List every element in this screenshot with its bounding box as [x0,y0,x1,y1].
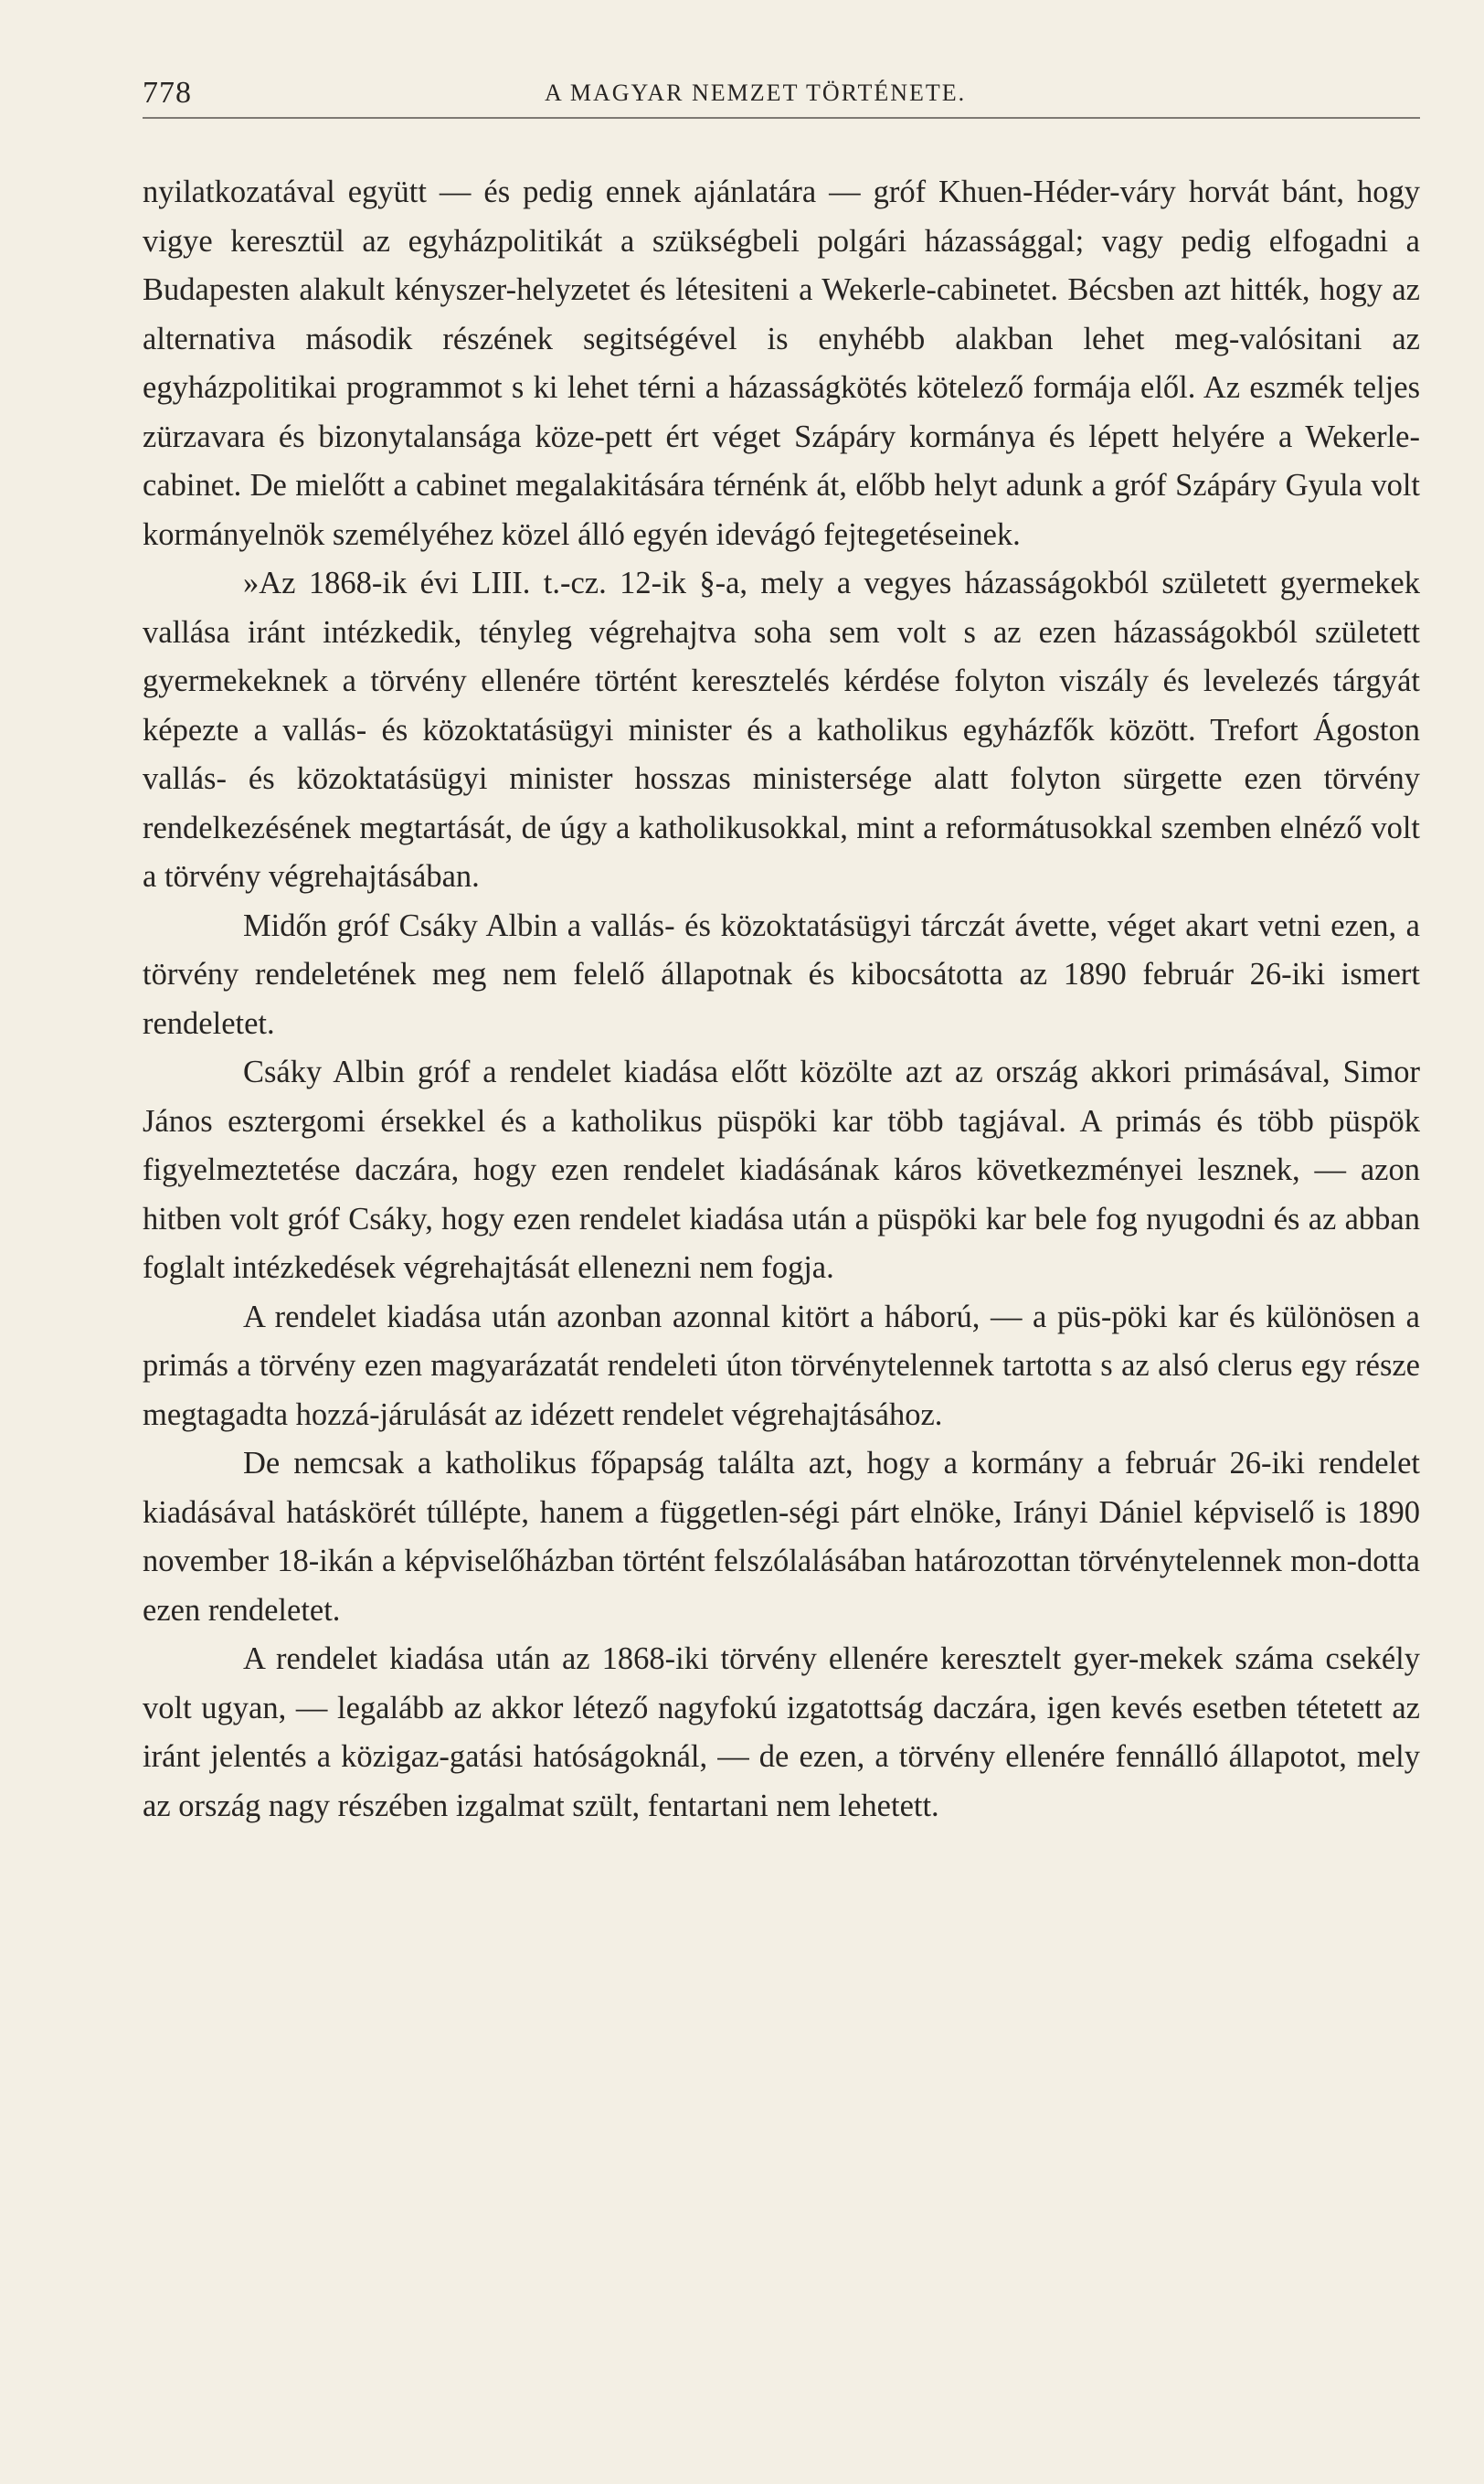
paragraph-6: De nemcsak a katholikus főpapság találta azt, hogy a kormány a február 26-iki rendelet kiadásával hatáskörét túllépte, hanem a független-ségi párt elnöke, Irányi Dániel képviselő is 1890 november 18-ikán a képviselőházban történt felszólalásában határozottan törvénytelennek mon-dotta ezen rendeletet. [143,1446,1420,1628]
paragraph-3: Midőn gróf Csáky Albin a vallás- és közoktatásügyi tárczát ávette, véget akart vetni ezen, a törvény rendeletének meg nem felelő állapotnak és kibocsátotta az 1890 február 26-iki ismert rendeletet. [143,908,1420,1041]
paragraph-7: A rendelet kiadása után az 1868-iki törvény ellenére keresztelt gyer-mekek száma csekély volt ugyan, — legalább az akkor létező nagyfokú izgatottság daczára, igen kevés esetben tétetett az iránt jelentés a közigaz-gatási hatóságoknál, — de ezen, a törvény ellenére fennálló állapotot, mely az ország nagy részében izgalmat szült, fentartani nem lehetett. [143,1641,1420,1823]
header-rule [143,117,1420,119]
running-title: A MAGYAR NEMZET TÖRTÉNETE. [545,80,967,106]
paragraph-5: A rendelet kiadása után azonban azonnal kitört a háború, — a püs-pöki kar és különösen a primás a törvény ezen magyarázatát rendeleti úton törvénytelennek tartotta s az alsó clerus egy része megtagadta hozzá-járulását az idézett rendelet végrehajtásához. [143,1299,1420,1432]
paragraph-2: »Az 1868-ik évi LIII. t.-cz. 12-ik §-a, mely a vegyes házasságokból született gyermekek vallása iránt intézkedik, tényleg végrehajtva soha sem volt s az ezen házasságokból született gyermekeknek a törvény ellenére történt keresztelés kérdése folyton viszály és levelezés tárgyát képezte a vallás- és közoktatásügyi minister és a katholikus egyházfők között. Trefort Ágoston vallás- és közoktatásügyi minister hosszas ministersége alatt folyton sürgette ezen törvény rendelkezésének megtartását, de úgy a katholikusokkal, mint a reformátusokkal szemben elnéző volt a törvény végrehajtásában. [143,566,1420,894]
page-header [143,75,1420,111]
page-number: 778 [143,76,192,110]
paragraph-1: nyilatkozatával együtt — és pedig ennek ajánlatára — gróf Khuen-Héder-váry horvát bánt, hogy vigye keresztül az egyházpolitikát a szükségbeli polgári házassággal; vagy pedig elfogadni a Budapesten alakult kényszer-helyzetet és létesiteni a Wekerle-cabinetet. Bécsben azt hitték, hogy az alternativa második részének segitségével is enyhébb alakban lehet meg-valósitani az egyházpolitikai programmot s ki lehet térni a házasságkötés kötelező formája elől. Az eszmék teljes zürzavara és bizonytalansága köze-pett ért véget Szápáry kormánya és lépett helyére a Wekerle-cabinet. De mielőtt a cabinet megalakitására térnénk át, előbb helyt adunk a gróf Szápáry Gyula volt kormányelnök személyéhez közel álló egyén idevágó fejtegetéseinek. [143,175,1420,552]
body-text [143,168,1420,1831]
paragraph-4: Csáky Albin gróf a rendelet kiadása előtt közölte azt az ország akkori primásával, Simor János esztergomi érsekkel és a katholikus püspöki kar több tagjával. A primás és több püspök figyelmeztetése daczára, hogy ezen rendelet kiadásának káros következményei lesznek, — azon hitben volt gróf Csáky, hogy ezen rendelet kiadása után a püspöki kar bele fog nyugodni és az abban foglalt intézkedések végrehajtását ellenezni nem fogja. [143,1055,1420,1285]
